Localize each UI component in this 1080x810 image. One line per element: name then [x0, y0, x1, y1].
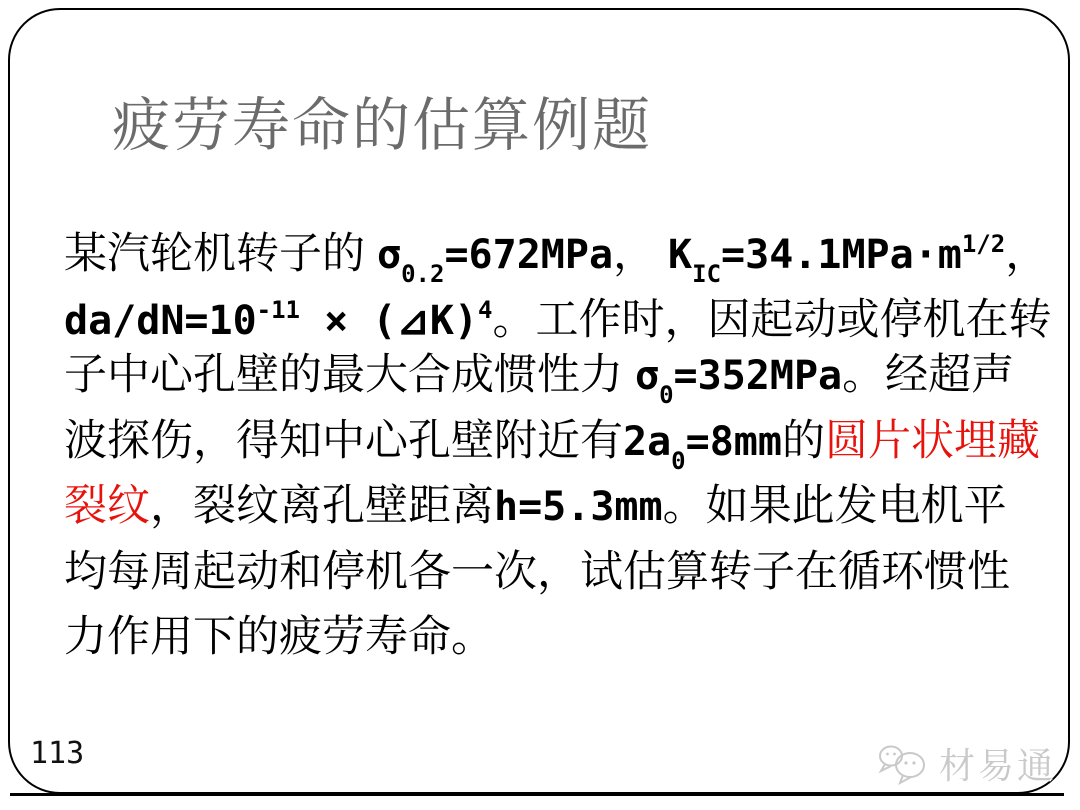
- text-run: ，裂纹离孔壁距离: [150, 483, 494, 530]
- bottom-rule: [10, 793, 1064, 796]
- problem-text: [64, 212, 1052, 671]
- superscript: 4: [478, 295, 493, 324]
- text-run: 力作用下的疲劳寿命。: [64, 614, 494, 661]
- text-run: ，: [1005, 231, 1049, 278]
- highlighted-text: 圆片状埋藏: [824, 417, 1040, 465]
- formula-run: =672MPa: [444, 232, 614, 278]
- text-run: 。经超声: [842, 352, 1015, 399]
- body-line-7: [64, 605, 1024, 671]
- body-line-3: [64, 343, 1024, 409]
- page-number: 113: [30, 736, 85, 771]
- formula-run: h=5.3mm: [494, 484, 663, 530]
- formula-run: =8mm: [685, 418, 782, 465]
- body-line-5: [64, 474, 1024, 540]
- subscript: IC: [692, 260, 722, 288]
- text-run: 子中心孔壁的最大合成惯性力: [64, 352, 623, 399]
- formula-run: 2a: [623, 418, 672, 465]
- subscript: 0: [659, 381, 674, 409]
- text-run: ，: [613, 231, 657, 278]
- formula-run: =352MPa: [673, 353, 843, 399]
- formula-run: K: [668, 232, 693, 278]
- subscript: 0: [671, 446, 686, 475]
- sigma-symbol: σ: [635, 353, 660, 399]
- body-line-2: [64, 278, 1052, 344]
- text-run: 波探伤，得知中心孔壁附近有: [64, 417, 623, 465]
- body-line-1: [64, 212, 1049, 288]
- superscript: -11: [256, 295, 301, 324]
- watermark-text: 材易通: [938, 745, 1056, 786]
- superscript: 1/2: [961, 230, 1006, 258]
- body-line-4: [64, 409, 1040, 475]
- subscript: 0.2: [401, 260, 445, 288]
- sigma-symbol: σ: [377, 232, 402, 278]
- chat-bubbles-icon: [877, 741, 935, 787]
- text-run: 均每周起动和停机各一次，试估算转子在循环惯性: [64, 548, 1010, 596]
- text-run: 。如果此发电机平: [662, 483, 1007, 530]
- formula-run: × (⊿K): [300, 297, 479, 344]
- watermark: [877, 738, 1056, 789]
- formula-run: da/dN=10: [64, 297, 257, 344]
- text-run: 的: [781, 417, 825, 465]
- slide-title: 疲劳寿命的估算例题: [112, 93, 653, 158]
- body-line-6: [64, 540, 1024, 606]
- text-run: 。工作时，因起动或停机在转: [492, 296, 1052, 344]
- text-run: 某汽轮机转子的: [64, 231, 365, 278]
- highlighted-text: 裂纹: [64, 483, 150, 530]
- formula-run: =34.1MPa·m: [721, 232, 962, 278]
